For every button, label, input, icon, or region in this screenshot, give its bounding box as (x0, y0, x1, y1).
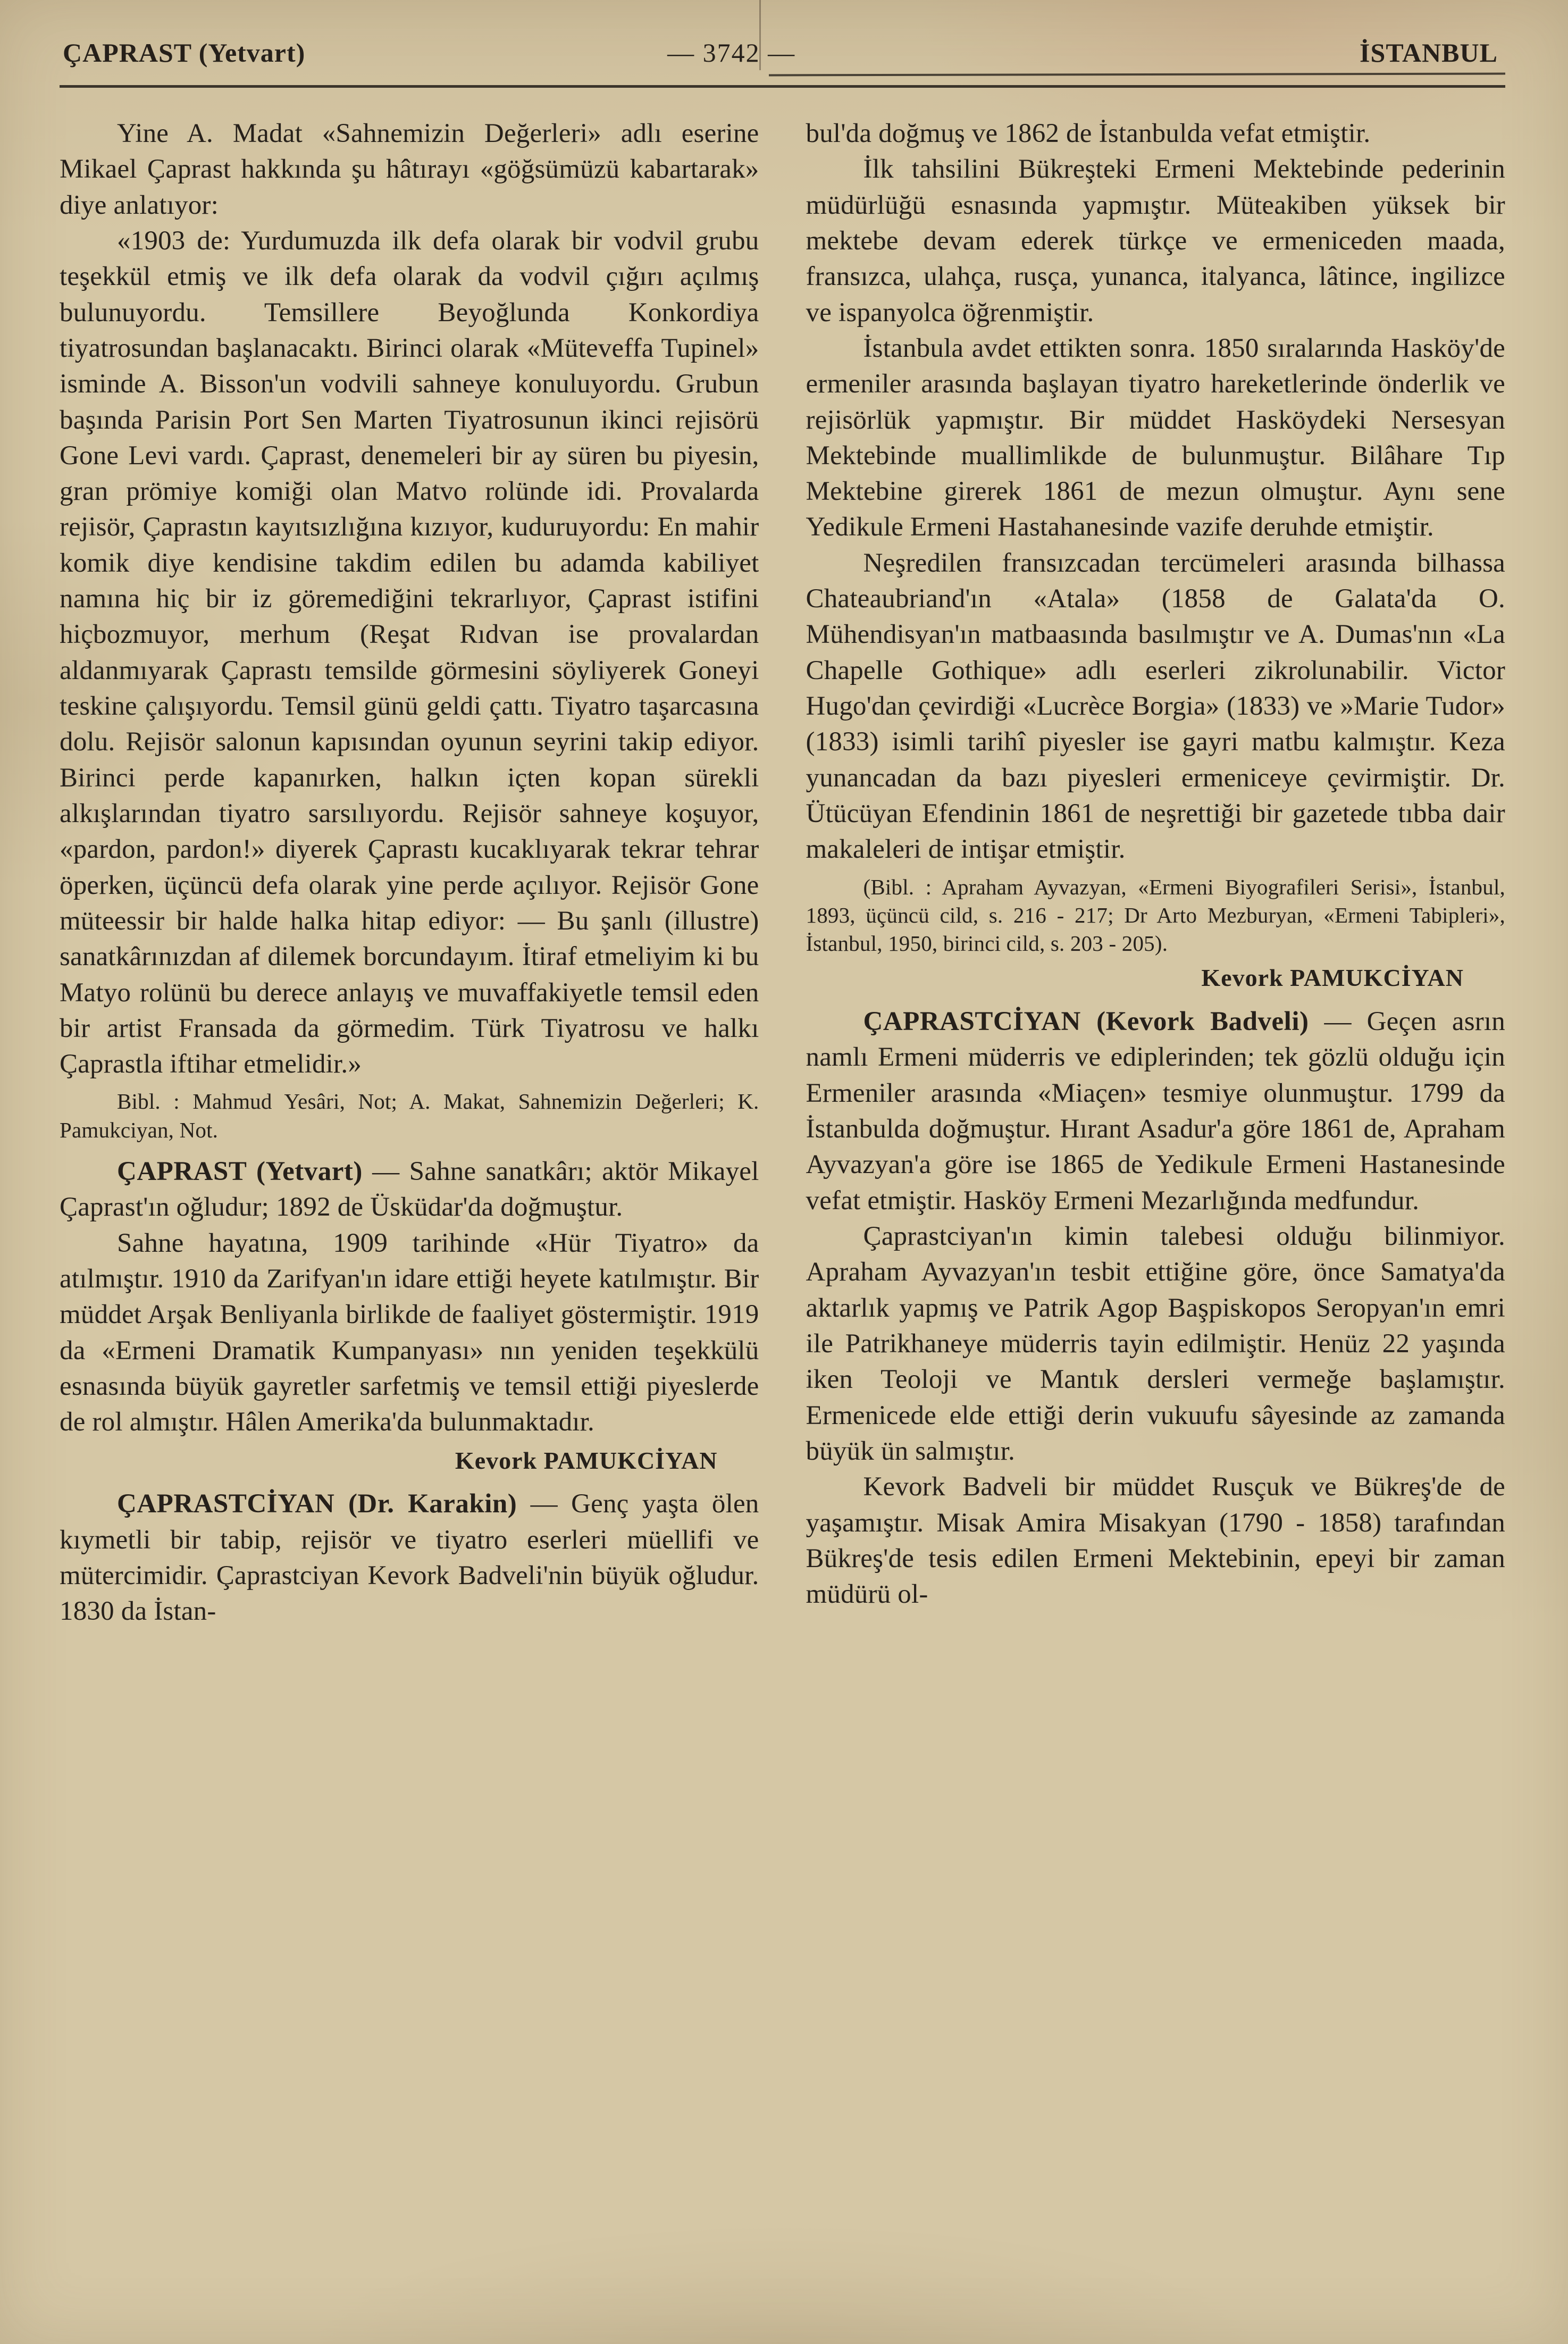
entry-title: ÇAPRAST (Yetvart) (117, 1157, 363, 1187)
running-title-left: ÇAPRAST (Yetvart) (63, 38, 306, 68)
right-column (806, 116, 1506, 1630)
entry-text: — Genç yaşta ölen kıymetli bir tabip, rejisör ve tiyatro eserleri müellifi ve mütercimidir. Çaprastciyan Kevork Badveli'nin büyük oğludur. 1830 da İstan- (60, 1489, 759, 1627)
two-column-body (60, 116, 1505, 1630)
entry-paragraph (806, 1004, 1506, 1219)
paragraph: Yine A. Madat «Sahnemizin Değerleri» adlı eserine Mikael Çaprast hakkında şu hâtırayı «göğsümüzü kabartarak» diye anlatıyor: (60, 119, 759, 220)
entry-paragraph (60, 1486, 759, 1629)
header-rule (60, 82, 1505, 87)
paragraph: bul'da doğmuş ve 1862 de İstanbulda vefat etmiştir. (806, 119, 1371, 148)
paragraph: İlk tahsilini Bükreşteki Ermeni Mektebinde pederinin müdürlüğü esnasında yapmıştır. Müteakiben yüksek bir mektebe devam ederek türkçe ve ermeniceden maada, fransızca, ulahça, rusça, yunanca, italyanca, lâtince, ingilizce ve ispanyolca öğrenmiştir. (806, 154, 1505, 328)
entry-paragraph (60, 1154, 759, 1226)
paragraph: Çaprastciyan'ın kimin talebesi olduğu bilinmiyor. Apraham Ayvazyan'ın tesbit ettiğine göre, önce Samatya'da aktarlık yapmış ve Patrik Agop Başpiskopos Seropyan'ın emri ile Patrikhaneye müderris tayin edilmiştir. Henüz 22 yaşında iken Teoloji ve Mantık dersleri vermeğe başlamıştır. Ermenicede elde ettiği derin vukuufu sâyesinde az zamanda büyük ün salmıştır. (806, 1221, 1505, 1466)
paragraph: Kevork Badveli bir müddet Rusçuk ve Bükreş'de de yaşamıştır. Misak Amira Misakyan (1790 - 1858) tarafından Bükreş'de tesis edilen Ermeni Mektebinin, epeyi bir zaman müdürü ol- (806, 1472, 1505, 1610)
paragraph: İstanbula avdet ettikten sonra. 1850 sıralarında Hasköy'de ermeniler arasında başlayan tiyatro hareketlerinde önderlik ve rejisörlük yapmıştır. Bir müddet Hasköydeki Nersesyan Mektebinde muallimlikde de bulunmuştur. Bilâhare Tıp Mektebine girerek 1861 de mezun olmuştur. Aynı sene Yedikule Ermeni Hastahanesinde vazife deruhde etmiştir. (806, 333, 1505, 542)
author-signature: Kevork PAMUKCİYAN (1201, 964, 1464, 992)
author-signature: Kevork PAMUKCİYAN (455, 1446, 718, 1474)
paragraph: Sahne hayatına, 1909 tarihinde «Hür Tiyatro» da atılmıştır. 1910 da Zarifyan'ın idare ettiği heyete katılmıştır. Bir müddet Arşak Benliyanla birlikde de faaliyet göstermiştir. 1919 da «Ermeni Dramatik Kumpanyası» nın yeniden teşekkülü esnasında büyük gayretler sarfetmiş ve temsil ettiği piyeslerde de rol almıştır. Hâlen Amerika'da bulunmaktadır. (60, 1228, 759, 1437)
paragraph: Neşredilen fransızcadan tercümeleri arasında bilhassa Chateaubriand'ın «Atala» (1858 de Galata'da O. Mühendisyan'ın matbaasında basılmıştır ve A. Dumas'nın «La Chapelle Gothique» adlı eserleri zikrolunabilir. Victor Hugo'dan çevirdiği «Lucrèce Borgia» (1833) ve »Marie Tudor» (1833) isimli tarihî piyesler ise gayri matbu kalmıştır. Keza yunancadan da bazı piyesleri ermeniceye çevirmiştir. Dr. Ütücüyan Efendinin 1861 de neşrettiği bir gazetede tıbba dair makaleleri de intişar etmiştir. (806, 548, 1505, 865)
page-number: — 3742 — (667, 38, 796, 68)
header-rule-double (769, 73, 1505, 77)
running-title-right: İSTANBUL (1360, 38, 1498, 68)
entry-text: — Geçen asrın namlı Ermeni müderris ve ediplerinden; tek gözlü olduğu için Ermeniler arasında «Miaçen» tesmiye olunmuştur. 1799 da İstanbulda doğmuştur. Hırant Asadur'a göre 1861 de, Apraham Ayvazyan'a göre ise 1865 de Yedikule Ermeni Hastanesinde vefat etmiştir. Hasköy Ermeni Mezarlığında medfundur. (806, 1007, 1505, 1216)
entry-title: ÇAPRASTCİYAN (Kevork Badveli) (863, 1007, 1309, 1037)
entry-text: — Sahne sanatkârı; aktör Mikayel Çaprast'ın oğludur; 1892 de Üsküdar'da doğmuştur. (60, 1157, 759, 1223)
page-header (60, 37, 1505, 68)
bibliography: (Bibl. : Apraham Ayvazyan, «Ermeni Biyografileri Serisi», İstanbul, 1893, üçüncü cild, s. 216 - 217; Dr Arto Mezburyan, «Ermeni Tabipleri», İstanbul, 1950, birinci cild, s. 203 - 205). (806, 874, 1505, 956)
paragraph: «1903 de: Yurdumuzda ilk defa olarak bir vodvil grubu teşekkül etmiş ve ilk defa olarak da vodvil çığırı açılmış bulunuyordu. Temsillere Beyoğlunda Konkordiya tiyatrosundan başlanacaktı. Birinci olarak «Müteveffa Tupinel» isminde A. Bisson'un vodvili sahneye konuluyordu. Grubun başında Parisin Port Sen Marten Tiyatrosunun ikinci rejisörü Gone Levi vardı. Çaprast, denemeleri bir ay süren bu piyesin, gran prömiye komiği olan Matvo rolünde idi. Provalarda rejisör, Çaprastın kayıtsızlığına kızıyor, kuduruyordu: En mahir komik diye kendisine takdim edilen bu adamda kabiliyet namına hiç bir iz göremediğini tekrarlıyor, Çaprast istifini hiçbozmuyor, merhum (Reşat Rıdvan ise provalardan aldanmıyarak Çaprastı temsilde görmesini söyliyerek Goneyi teskine çalışıyordu. Temsil günü geldi çattı. Tiyatro taşarcasına dolu. Rejisör salonun kapısından oyunun seyrini takip ediyor. Birinci perde kapanırken, halkın içten kopan sürekli alkışlarından tiyatro sarsılıyordu. Rejisör sahneye koşuyor, «pardon, pardon!» diyerek Çaprastı kucaklıyarak tekrar tehrar öperken, üçüncü defa olarak yine perde açılıyor. Rejisör Gone müteessir bir halde halka hitap ediyor: — Bu şanlı (illustre) sanatkârınızdan af dilemek borcundayım. İtiraf etmeliyim ki bu Matyo rolünü bu derece anlayış ve muvaffakiyetle temsil eden bir artist Fransada da görmedim. Türk Tiyatrosu ve halkı Çaprastla iftihar etmelidir.» (60, 225, 759, 1079)
left-column (60, 116, 759, 1630)
entry-title: ÇAPRASTCİYAN (Dr. Karakin) (117, 1489, 517, 1519)
header-rule-main (60, 85, 1505, 88)
bibliography: Bibl. : Mahmud Yesâri, Not; A. Makat, Sahnemizin Değerleri; K. Pamukciyan, Not. (60, 1089, 759, 1142)
